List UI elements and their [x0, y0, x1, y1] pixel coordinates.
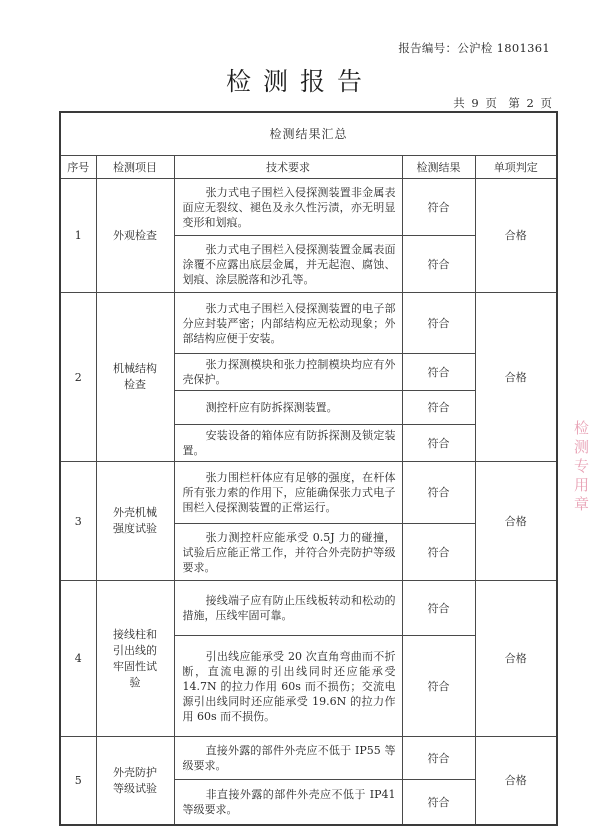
test-item-label: 机械结构检查: [113, 362, 157, 391]
technical-requirement: 安装设备的箱体应有防拆探测及锁定装置。: [174, 425, 402, 462]
technical-requirement: 测控杆应有防拆探测装置。: [174, 391, 402, 425]
test-item: [96, 179, 174, 293]
test-result: 符合: [402, 581, 475, 636]
technical-requirement: 接线端子应有防止压线板转动和松动的措施，压线牢固可靠。: [174, 581, 402, 636]
test-item: [96, 293, 174, 462]
item-verdict: 合格: [475, 462, 557, 581]
test-item-label: 外壳机械强度试验: [113, 506, 157, 535]
test-item-label: 外壳防护等级试验: [113, 765, 157, 795]
table-row: [60, 179, 557, 236]
inspection-stamp: 检测专用章: [572, 420, 590, 515]
test-result: 符合: [402, 293, 475, 354]
technical-requirement: 直接外露的部件外壳应不低于 IP55 等级要求。: [174, 737, 402, 780]
test-result: 符合: [402, 391, 475, 425]
technical-requirement: 张力围栏杆体应有足够的强度，在杆体所有张力索的作用下，应能确保张力式电子围栏入侵探测装置的正常运行。: [174, 462, 402, 524]
technical-requirement: 张力式电子围栏入侵探测装置金属表面涂覆不应露出底层金属，并无起泡、腐蚀、划痕、涂层脱落和沙孔等。: [174, 236, 402, 293]
table-row: [60, 581, 557, 636]
test-result: 符合: [402, 179, 475, 236]
technical-requirement: 张力式电子围栏入侵探测装置非金属表面应无裂纹、褪色及永久性污渍，亦无明显变形和划痕。: [174, 179, 402, 236]
table-row: [60, 462, 557, 524]
technical-requirement: 张力式电子围栏入侵探测装置的电子部分应封装严密；内部结构应无松动现象；外部结构应便于安装。: [174, 293, 402, 354]
test-result: 符合: [402, 462, 475, 524]
test-item-label: 接线柱和引出线的牢固性试验: [113, 627, 157, 689]
table-row: [60, 293, 557, 354]
column-header-item: 检测项目: [96, 156, 174, 179]
table-row: [60, 737, 557, 780]
row-number: 3: [60, 462, 96, 581]
technical-requirement: 张力测控杆应能承受 0.5J 力的碰撞，试验后应能正常工作，并符合外壳防护等级要求。: [174, 524, 402, 581]
row-number: 5: [60, 737, 96, 826]
test-result: 符合: [402, 236, 475, 293]
test-result: 符合: [402, 524, 475, 581]
test-item: [96, 737, 174, 826]
item-verdict: 合格: [475, 293, 557, 462]
test-result: 符合: [402, 425, 475, 462]
test-result: 符合: [402, 780, 475, 826]
row-number: 2: [60, 293, 96, 462]
item-verdict: 合格: [475, 179, 557, 293]
column-header-verdict: 单项判定: [475, 156, 557, 179]
item-verdict: 合格: [475, 581, 557, 737]
test-item: [96, 462, 174, 581]
test-result: 符合: [402, 354, 475, 391]
row-number: 1: [60, 179, 96, 293]
column-header-row: [60, 156, 557, 179]
test-item: [96, 581, 174, 737]
test-item-label: 外观检查: [113, 228, 157, 242]
summary-title-row: [60, 112, 557, 156]
document-title: 检测报告: [225, 67, 374, 96]
column-header-result: 检测结果: [402, 156, 475, 179]
test-result: 符合: [402, 737, 475, 780]
technical-requirement: 非直接外露的部件外壳应不低于 IP41 等级要求。: [174, 780, 402, 826]
row-number: 4: [60, 581, 96, 737]
column-header-requirement: 技术要求: [174, 156, 402, 179]
item-verdict: 合格: [475, 737, 557, 826]
column-header-no: 序号: [60, 156, 96, 179]
technical-requirement: 引出线应能承受 20 次直角弯曲而不折断，直流电源的引出线同时还应能承受 14.7N 的拉力作用 60s 而不损伤；交流电源引出线同时还应能承受 19.6N 的拉力作用 60s 而不损伤。: [174, 636, 402, 737]
summary-title: 检测结果汇总: [60, 112, 557, 156]
results-summary-table: [59, 111, 558, 826]
technical-requirement: 张力探测模块和张力控制模块均应有外壳保护。: [174, 354, 402, 391]
test-result: 符合: [402, 636, 475, 737]
report-number: 报告编号：公沪检 1801361: [398, 41, 550, 55]
page-indicator: 共 9 页 第 2 页: [453, 96, 552, 110]
